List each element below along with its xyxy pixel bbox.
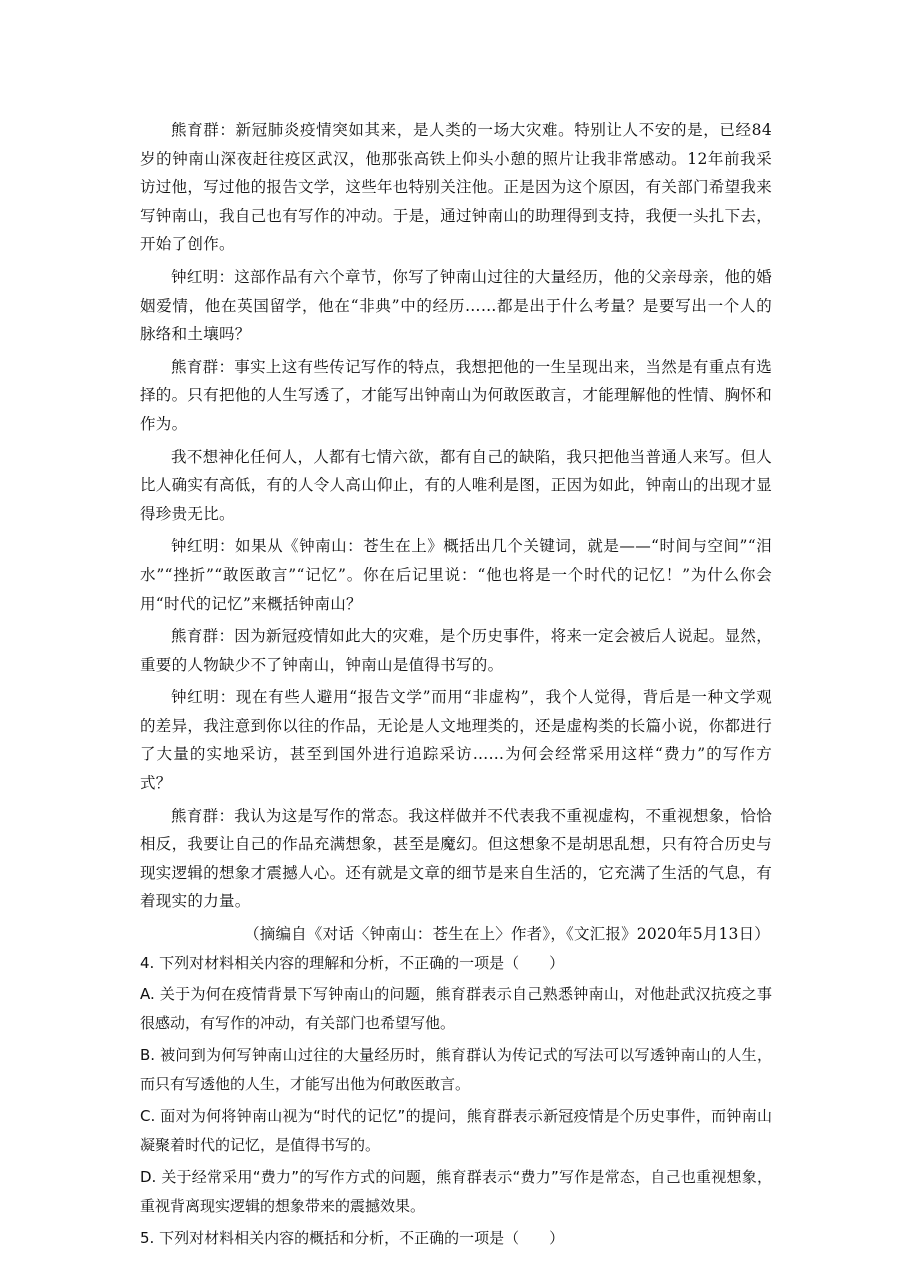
question-4-option-a: A. 关于为何在疫情背景下写钟南山的问题，熊育群表示自己熟悉钟南山，对他赴武汉抗疫之事很感动，有写作的冲动，有关部门也希望写他。 [140, 984, 772, 1032]
interview-paragraph-3: 熊育群：事实上这有些传记写作的特点，我想把他的一生呈现出来，当然是有重点有选择的。只有把他的人生写透了，才能写出钟南山为何敢医敢言，才能理解他的性情、胸怀和作为。 [140, 357, 773, 433]
question-4-option-d: D. 关于经常采用“费力”的写作方式的问题，熊育群表示“费力”写作是常态，自己也重视想象，重视背离现实逻辑的想象带来的震撼效果。 [140, 1167, 772, 1215]
question-4-stem: 4. 下列对材料相关内容的理解和分析，不正确的一项是（ ） [140, 953, 565, 972]
source-citation: （摘编自《对话〈钟南山：苍生在上〉作者》，《文汇报》2020年5月13日） [244, 925, 770, 944]
interview-paragraph-8: 熊育群：我认为这是写作的常态。我这样做并不代表我不重视虚构，不重视想象，恰恰相反，我要让自己的作品充满想象，甚至是魔幻。但这想象不是胡思乱想，只有符合历史与现实逻辑的想象才震撼人心。还有就是文章的细节是来自生活的，它充满了生活的气息，有着现实的力量。 [140, 806, 773, 911]
question-5-stem: 5. 下列对材料相关内容的概括和分析，不正确的一项是（ ） [140, 1228, 565, 1247]
question-4-option-c: C. 面对为何将钟南山视为“时代的记忆”的提问，熊育群表示新冠疫情是个历史事件，而钟南山凝聚着时代的记忆，是值得书写的。 [140, 1106, 772, 1154]
interview-paragraph-6: 熊育群：因为新冠疫情如此大的灾难，是个历史事件，将来一定会被后人说起。显然，重要的人物缺少不了钟南山，钟南山是值得书写的。 [140, 627, 772, 674]
interview-paragraph-1: 熊育群：新冠肺炎疫情突如其来，是人类的一场大灾难。特别让人不安的是，已经84岁的钟南山深夜赶往疫区武汉，他那张高铁上仰头小憩的照片让我非常感动。12年前我采访过他，写过他的报告文学，这些年也特别关注他。正是因为这个原因，有关部门希望我来写钟南山，我自己也有写作的冲动。于是，通过钟南山的助理得到支持，我便一头扎下去，开始了创作。 [140, 121, 773, 254]
document-page [140, 116, 772, 1255]
interview-paragraph-5: 钟红明：如果从《钟南山：苍生在上》概括出几个关键词，就是——“时间与空间”“泪水”“挫折”“敢医敢言”“记忆”。你在后记里说：“他也将是一个时代的记忆！”为什么你会用“时代的记忆”来概括钟南山？ [140, 537, 772, 613]
interview-paragraph-7: 钟红明：现在有些人避用“报告文学”而用“非虚构”，我个人觉得，背后是一种文学观的差异，我注意到你以往的作品，无论是人文地理类的，还是虚构类的长篇小说，你都进行了大量的实地采访，甚至到国外进行追踪采访……为何会经常采用这样“费力”的写作方式？ [140, 688, 773, 793]
question-4-option-b: B. 被问到为何写钟南山过往的大量经历时，熊育群认为传记式的写法可以写透钟南山的人生，而只有写透他的人生，才能写出他为何敢医敢言。 [140, 1045, 772, 1093]
interview-paragraph-2: 钟红明：这部作品有六个章节，你写了钟南山过往的大量经历，他的父亲母亲，他的婚姻爱情，他在英国留学，他在“非典”中的经历……都是出于什么考量？是要写出一个人的脉络和土壤吗？ [140, 267, 772, 344]
interview-paragraph-4: 我不想神化任何人，人都有七情六欲，都有自己的缺陷，我只把他当普通人来写。但人比人确实有高低，有的人令人高山仰止，有的人唯利是图，正因为如此，钟南山的出现才显得珍贵无比。 [140, 447, 773, 523]
